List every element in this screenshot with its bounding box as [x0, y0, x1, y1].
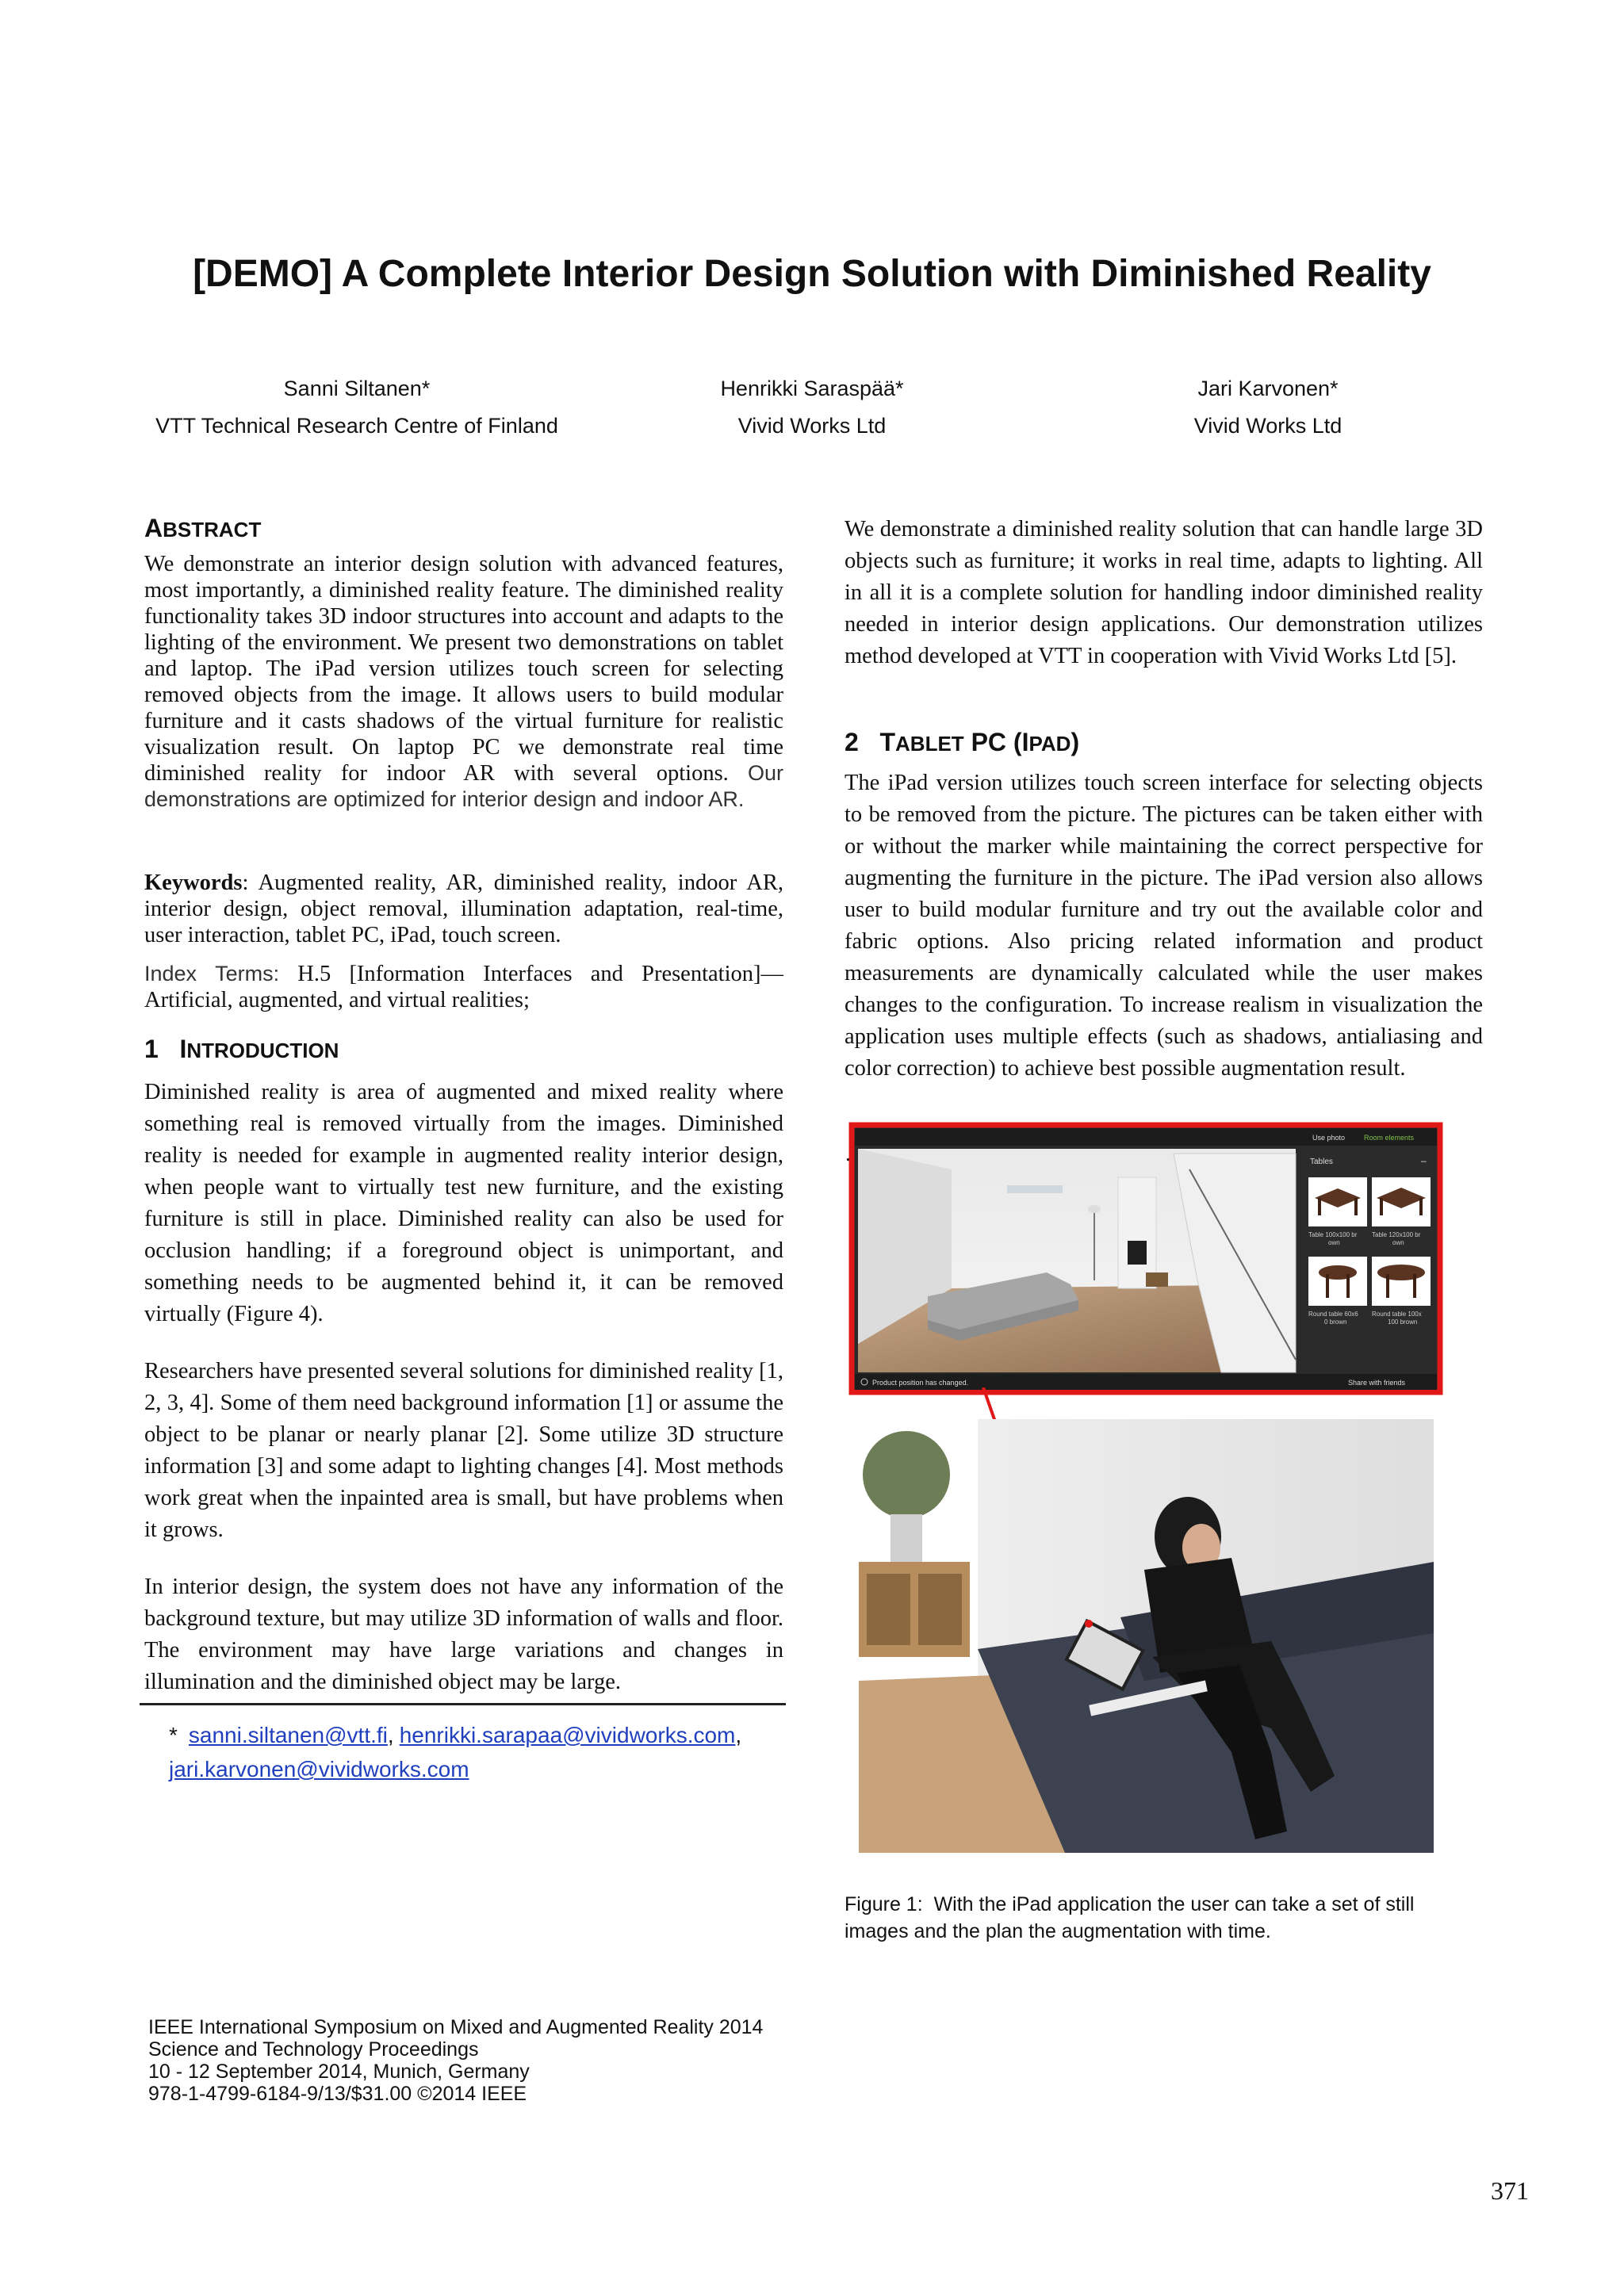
email-link-sarapaa[interactable]: henrikki.sarapaa@vividworks.com [399, 1723, 736, 1747]
svg-text:100 brown: 100 brown [1388, 1318, 1418, 1326]
status-message: Product position has changed. [872, 1379, 969, 1387]
room-elements-label[interactable]: Room elements [1364, 1134, 1415, 1142]
intro-paragraph-2: Researchers have presented several solutions for diminished reality [1, 2, 3, 4]. Some of them need background information [1] or assume the object to be planar or nearly planar [2]. Some utilize 3D structure information [3] and some adapt to lighting changes [4]. Most methods work great when the inpainted area is small, but have problems when it grows. [144, 1359, 783, 1542]
abstract-text: We demonstrate an interior design solution with advanced features, most importantly, a diminished reality feature. The diminished reality functionality takes 3D indoor structures into account and adapts to the lighting of the environment. We present two demonstrations on tablet and laptop. The iPad version utilizes touch screen for selecting removed objects from the image. It allows users to build modular furniture and it casts shadows of the virtual furniture for realistic visualization result. On laptop PC we demonstrate real time diminished reality for indoor AR with several options. Our demonstrations are optimized for interior design and indoor AR. [144, 552, 783, 811]
panel-title: Tables [1310, 1158, 1333, 1166]
conference-info: IEEE International Symposium on Mixed and Augmented Reality 2014 Science and Technology Proceedings 10 - 12 September 2014, Munich, Germany 978-1-4799-6184-9/13/$31.00 ©2014 IEEE [148, 2016, 764, 2105]
email-link-karvonen[interactable]: jari.karvonen@vividworks.com [169, 1757, 469, 1781]
svg-text:0 brown: 0 brown [1324, 1318, 1347, 1326]
use-photo-label[interactable]: Use photo [1312, 1134, 1346, 1142]
section2-heading: 2 TABLET PC (IPAD) [845, 728, 1080, 756]
keywords: Keywords: Augmented reality, AR, diminished reality, indoor AR, interior design, object removal, illumination adaptation, real-time, user interaction, tablet PC, iPad, touch screen. [144, 871, 783, 947]
author-3-affiliation: Vivid Works Ltd [1193, 414, 1342, 438]
abstract-heading: ABSTRACT [144, 514, 262, 542]
figure1-caption: Figure 1: With the iPad application the user can take a set of still images and the plan the augmentation with time. [845, 1893, 1415, 1942]
author-3-name: Jari Karvonen* [1197, 377, 1339, 400]
footnote-rule [140, 1703, 786, 1705]
author-2-affiliation: Vivid Works Ltd [737, 414, 887, 438]
figure1-caption-text: With the iPad application the user can take a set of still images and the plan the augmentation with time. [845, 1893, 1415, 1942]
index-terms: Index Terms: H.5 [Information Interfaces and Presentation]—Artificial, augmented, and virtual realities; [144, 962, 783, 1012]
figure1-app-screenshot [848, 1122, 1443, 1395]
footnote: * sanni.siltanen@vtt.fi, henrikki.sarapaa@vividworks.com, jari.karvonen@vividworks.com [169, 1723, 742, 1781]
col2-intro-paragraph: We demonstrate a diminished reality solution that can handle large 3D objects such as furniture; it works in real time, adapts to lighting. All in all it is a complete solution for handling indoor diminished reality needed in interior design applications. Our demonstration utilizes method developed at VTT in cooperation with Vivid Works Ltd [5]. [845, 517, 1483, 668]
intro-paragraph-1: Diminished reality is area of augmented and mixed reality where something real is removed virtually from the images. Diminished reality is needed for example in augmented reality interior design, when people want to virtually test new furniture, and the existing furniture is still in place. Diminished reality can also be used for occlusion handling; if a foreground object is unimportant, and something needs to be augmented behind it, it can be removed virtually (Figure 4). [144, 1080, 783, 1326]
svg-text:Round table 100x: Round table 100x [1372, 1311, 1422, 1318]
room-photo [858, 1149, 1296, 1372]
author-1-affiliation: VTT Technical Research Centre of Finland [155, 414, 558, 438]
share-button[interactable]: Share with friends [1348, 1379, 1406, 1387]
stray-dot: . [845, 1142, 851, 1166]
intro-heading: 1 INTRODUCTION [144, 1035, 339, 1063]
email-link-siltanen[interactable]: sanni.siltanen@vtt.fi [188, 1723, 388, 1747]
furniture-panel [1300, 1149, 1437, 1372]
author-1-name: Sanni Siltanen* [283, 377, 431, 400]
intro-paragraph-3: In interior design, the system does not have any information of the background texture, but may utilize 3D information of walls and floor. The environment may have large variations and changes in illumination and the diminished object may be large. [144, 1575, 783, 1694]
svg-text:Table 120x100 br: Table 120x100 br [1372, 1231, 1421, 1238]
svg-text:own: own [1328, 1239, 1340, 1246]
paper-title: [DEMO] A Complete Interior Design Solution with Diminished Reality [193, 253, 1431, 295]
svg-text:Round table 60x6: Round table 60x6 [1308, 1311, 1358, 1318]
svg-text:Table 100x100 br: Table 100x100 br [1308, 1231, 1358, 1238]
author-2-name: Henrikki Saraspää* [720, 377, 904, 400]
figure1-photo [859, 1419, 1434, 1853]
svg-text:own: own [1392, 1239, 1404, 1246]
page-number: 371 [1491, 2176, 1529, 2205]
collapse-icon[interactable]: – [1421, 1155, 1427, 1166]
section2-text: The iPad version utilizes touch screen interface for selecting objects to be removed from the picture. The pictures can be taken either with or without the marker while maintaining the correct perspective for augmenting the furniture in the picture. The iPad version also allows user to build modular furniture and try out the available color and fabric options. Also pricing related information and product measurements are dynamically calculated while the user makes changes to the configuration. To increase realism in visualization the application uses multiple effects (such as shadows, antialiasing and color correction) to achieve best possible augmentation result. [845, 771, 1483, 1081]
